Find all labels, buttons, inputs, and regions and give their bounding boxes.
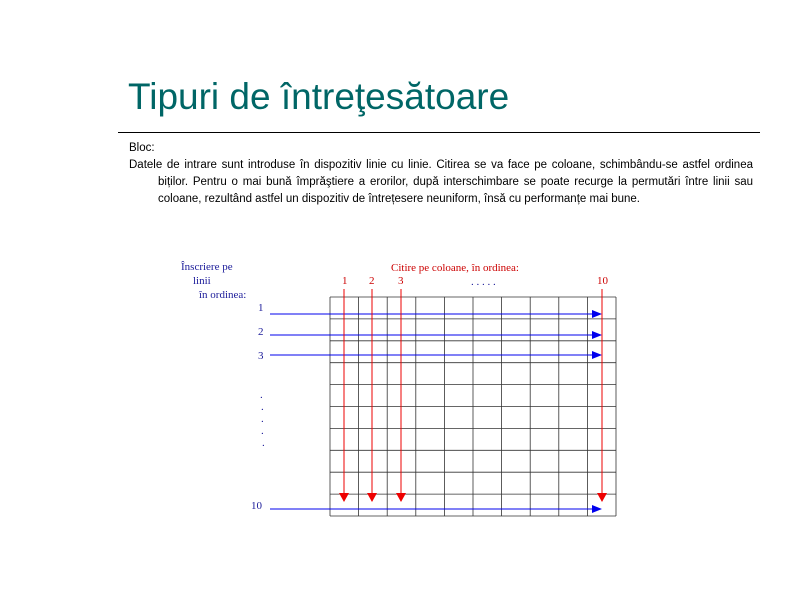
row-dot: .	[261, 401, 264, 413]
column-number-1: 1	[342, 275, 348, 287]
read-arrowhead-col-10	[597, 493, 607, 502]
column-number-3: 3	[398, 275, 404, 287]
write-label-line1: Înscriere pe	[181, 261, 233, 273]
read-label-dots: . . . . .	[471, 276, 496, 288]
row-number-3: 3	[258, 350, 264, 362]
body-paragraph: Datele de intrare sunt introduse în dispozitiv linie cu linie. Citirea se va face pe coloane, schimbându-se astfel ordinea biților. Pentru o mai bună împrăştiere a erorilor, după interschimbare se poate recurge la permutări între linii sau coloane, rezultând astfel un dispozitiv de întrețesere neuniform, însă cu performanțe mai bune.	[129, 159, 753, 205]
row-number-1: 1	[258, 302, 264, 314]
read-arrowhead-col-3	[396, 493, 406, 502]
column-number-10: 10	[597, 275, 608, 287]
row-dot: .	[260, 389, 263, 401]
row-number-2: 2	[258, 326, 264, 338]
read-arrowhead-col-1	[339, 493, 349, 502]
read-arrowhead-col-2	[367, 493, 377, 502]
section-heading: Bloc:	[129, 142, 155, 154]
row-dot: .	[261, 413, 264, 425]
row-dot: .	[261, 425, 264, 437]
write-label-line2: linii	[193, 275, 211, 287]
row-dot: .	[262, 437, 265, 449]
interleaver-matrix-grid	[330, 297, 616, 516]
row-number-10: 10	[251, 500, 262, 512]
slide-title: Tipuri de întreţesătoare	[128, 76, 510, 117]
column-number-2: 2	[369, 275, 375, 287]
write-label-line3: în ordinea:	[199, 289, 247, 301]
read-label: Citire pe coloane, în ordinea:	[391, 262, 519, 274]
